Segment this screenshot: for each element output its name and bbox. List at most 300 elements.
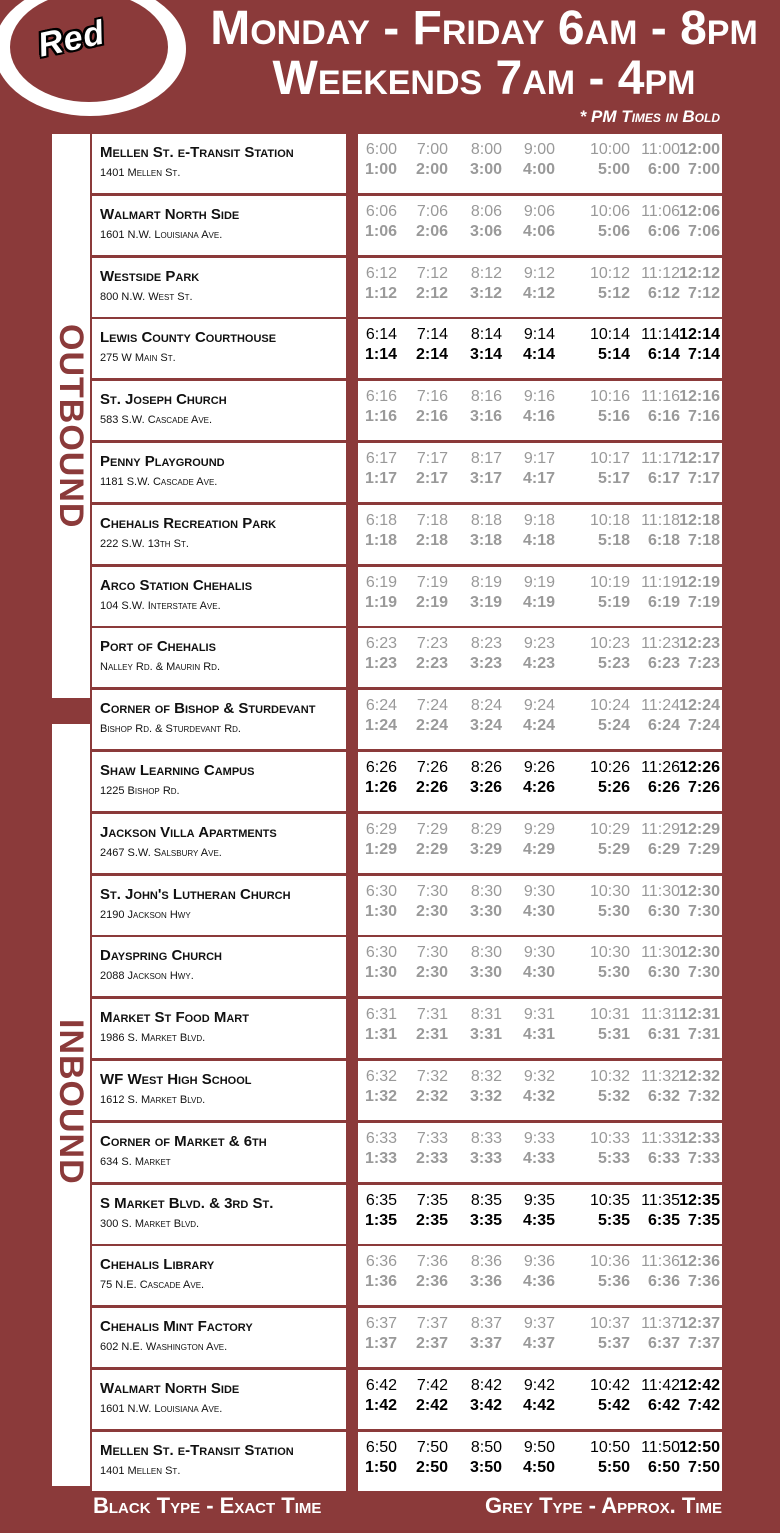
time-am: 8:50 bbox=[470, 1438, 502, 1456]
time-am: 7:33 bbox=[416, 1129, 448, 1147]
time-pm: 4:42 bbox=[522, 1397, 555, 1414]
times-cell bbox=[358, 999, 722, 1058]
time-am: 6:30 bbox=[365, 944, 397, 962]
time-am: 7:29 bbox=[416, 820, 448, 838]
stop-name: Penny Playground bbox=[100, 453, 225, 470]
time-am: 9:18 bbox=[523, 511, 555, 529]
time-am: 7:00 bbox=[416, 141, 448, 158]
time-am: 11:30 bbox=[641, 882, 680, 900]
time-am: 11:33 bbox=[641, 1129, 680, 1147]
time-am: 11:19 bbox=[641, 573, 680, 591]
times-cell bbox=[358, 258, 722, 317]
table-row bbox=[92, 690, 722, 749]
time-pm: 7:06 bbox=[687, 222, 720, 240]
time-pm: 3:50 bbox=[469, 1458, 502, 1476]
stop-address: 1601 N.W. Louisiana Ave. bbox=[100, 1403, 223, 1415]
time-am: 7:32 bbox=[416, 1068, 448, 1085]
time-am: 7:19 bbox=[416, 573, 448, 591]
table-row bbox=[92, 628, 722, 687]
time-am: 9:00 bbox=[523, 141, 555, 158]
time-am: 12:23 bbox=[679, 635, 720, 653]
time-pm: 2:30 bbox=[415, 964, 448, 982]
times-cell bbox=[358, 937, 722, 996]
stop-name: Westside Park bbox=[100, 267, 200, 285]
stop-cell bbox=[92, 999, 346, 1058]
times-cell bbox=[358, 319, 722, 378]
time-pm: 2:31 bbox=[415, 1026, 448, 1044]
time-pm: 2:16 bbox=[415, 408, 448, 426]
time-am: 10:31 bbox=[589, 1006, 630, 1024]
stop-name: Port of Chehalis bbox=[100, 638, 216, 656]
time-pm: 3:06 bbox=[469, 222, 502, 240]
time-am: 9:24 bbox=[523, 697, 555, 715]
table-row bbox=[92, 1123, 722, 1182]
time-pm: 6:30 bbox=[647, 902, 680, 920]
time-am: 6:19 bbox=[365, 573, 397, 591]
time-am: 9:36 bbox=[523, 1253, 555, 1271]
time-am: 9:14 bbox=[523, 326, 555, 344]
stop-address: 1601 N.W. Louisiana Ave. bbox=[100, 228, 223, 241]
time-am: 7:37 bbox=[416, 1315, 448, 1333]
table-row bbox=[92, 1185, 722, 1244]
table-row bbox=[92, 381, 722, 440]
time-am: 7:36 bbox=[416, 1253, 448, 1271]
time-am: 7:17 bbox=[416, 450, 448, 467]
stop-address: 634 S. Market bbox=[100, 1155, 171, 1168]
time-am: 6:14 bbox=[365, 326, 397, 344]
weekend-hours: Weekends 7am - 4pm bbox=[272, 52, 696, 105]
time-am: 8:14 bbox=[470, 326, 502, 344]
table-row bbox=[92, 752, 722, 811]
time-pm: 5:35 bbox=[597, 1211, 630, 1229]
time-am: 9:06 bbox=[523, 202, 555, 220]
time-am: 7:18 bbox=[416, 511, 448, 529]
time-am: 7:30 bbox=[416, 882, 448, 900]
time-pm: 5:37 bbox=[597, 1335, 630, 1353]
time-am: 8:26 bbox=[470, 759, 502, 776]
time-am: 8:42 bbox=[470, 1377, 502, 1394]
times-cell bbox=[358, 1246, 722, 1305]
time-pm: 6:35 bbox=[647, 1211, 680, 1229]
time-pm: 7:18 bbox=[687, 531, 720, 549]
time-pm: 7:36 bbox=[687, 1273, 720, 1291]
time-am: 9:42 bbox=[523, 1377, 555, 1394]
time-pm: 7:17 bbox=[687, 470, 720, 487]
time-pm: 3:31 bbox=[469, 1026, 502, 1044]
times-cell bbox=[358, 1370, 722, 1429]
time-am: 9:16 bbox=[523, 388, 555, 406]
table-row bbox=[92, 443, 722, 502]
time-pm: 5:33 bbox=[597, 1149, 630, 1167]
stop-name: Dayspring Church bbox=[100, 947, 222, 965]
time-pm: 2:18 bbox=[415, 531, 448, 549]
time-am: 12:30 bbox=[679, 944, 720, 962]
time-pm: 4:31 bbox=[522, 1026, 555, 1044]
time-pm: 5:06 bbox=[597, 222, 630, 240]
time-pm: 1:33 bbox=[364, 1149, 397, 1167]
stop-address: Bishop Rd. & Sturdevant Rd. bbox=[100, 723, 241, 736]
time-am: 12:24 bbox=[679, 697, 720, 715]
time-am: 6:32 bbox=[365, 1068, 397, 1085]
time-am: 8:19 bbox=[470, 573, 502, 591]
time-pm: 7:31 bbox=[687, 1026, 720, 1044]
time-am: 10:30 bbox=[589, 882, 630, 900]
time-pm: 3:35 bbox=[469, 1211, 502, 1229]
time-am: 9:32 bbox=[523, 1068, 555, 1085]
stop-cell bbox=[92, 505, 346, 564]
time-pm: 2:00 bbox=[415, 161, 448, 178]
times-cell bbox=[358, 876, 722, 935]
time-am: 11:16 bbox=[641, 388, 680, 406]
inbound-label: INBOUND bbox=[52, 1018, 90, 1185]
stop-cell bbox=[92, 258, 346, 317]
table-row bbox=[92, 319, 722, 378]
times-cell bbox=[358, 134, 722, 193]
legend-approx: Grey Type - Approx. Time bbox=[485, 1493, 722, 1518]
time-pm: 6:32 bbox=[647, 1088, 680, 1105]
time-pm: 1:42 bbox=[364, 1397, 397, 1414]
stop-address: 275 W Main St. bbox=[100, 352, 176, 365]
time-am: 8:16 bbox=[470, 388, 502, 406]
time-pm: 4:37 bbox=[522, 1335, 555, 1353]
time-pm: 3:26 bbox=[469, 779, 502, 796]
table-row bbox=[92, 567, 722, 626]
time-pm: 1:32 bbox=[364, 1088, 397, 1105]
times-cell bbox=[358, 381, 722, 440]
stop-address: 222 S.W. 13th St. bbox=[100, 537, 189, 550]
time-am: 11:00 bbox=[641, 141, 680, 158]
time-am: 6:18 bbox=[365, 511, 397, 529]
times-cell bbox=[358, 690, 722, 749]
time-pm: 5:32 bbox=[597, 1088, 630, 1105]
time-pm: 4:06 bbox=[522, 222, 555, 240]
time-pm: 1:23 bbox=[364, 655, 397, 673]
time-pm: 4:32 bbox=[522, 1088, 555, 1105]
time-am: 7:23 bbox=[416, 635, 448, 653]
time-pm: 4:30 bbox=[522, 902, 555, 920]
time-am: 10:14 bbox=[589, 326, 630, 344]
time-pm: 3:24 bbox=[469, 717, 502, 735]
time-am: 9:50 bbox=[523, 1438, 555, 1456]
time-am: 12:14 bbox=[679, 326, 720, 344]
time-am: 12:30 bbox=[679, 882, 720, 900]
time-pm: 4:17 bbox=[522, 470, 555, 487]
stop-name: Walmart North Side bbox=[100, 1380, 240, 1397]
stop-cell bbox=[92, 1123, 346, 1182]
time-pm: 3:19 bbox=[469, 593, 502, 611]
stop-address: 2088 Jackson Hwy. bbox=[100, 970, 194, 983]
time-pm: 2:12 bbox=[415, 284, 448, 302]
times-cell bbox=[358, 628, 722, 687]
stop-address: Nalley Rd. & Maurin Rd. bbox=[100, 661, 221, 674]
stop-cell bbox=[92, 134, 346, 193]
time-pm: 4:12 bbox=[522, 284, 555, 302]
time-pm: 5:18 bbox=[597, 531, 630, 549]
time-am: 8:33 bbox=[470, 1129, 502, 1147]
table-row bbox=[92, 814, 722, 873]
stop-address: 1181 S.W. Cascade Ave. bbox=[100, 476, 218, 488]
stop-name: Corner of Market & 6th bbox=[100, 1132, 267, 1150]
times-cell bbox=[358, 1061, 722, 1120]
time-pm: 5:29 bbox=[597, 840, 630, 858]
time-am: 12:00 bbox=[679, 141, 720, 158]
time-am: 10:24 bbox=[589, 697, 630, 715]
table-row bbox=[92, 1246, 722, 1305]
time-am: 10:30 bbox=[589, 944, 630, 962]
time-pm: 6:23 bbox=[647, 655, 680, 673]
time-pm: 2:29 bbox=[415, 840, 448, 858]
times-cell bbox=[358, 505, 722, 564]
time-am: 6:24 bbox=[365, 697, 397, 715]
time-pm: 6:30 bbox=[647, 964, 680, 982]
stop-address: 602 N.E. Washington Ave. bbox=[100, 1341, 228, 1354]
stop-cell bbox=[92, 319, 346, 378]
time-pm: 1:19 bbox=[364, 593, 397, 611]
time-pm: 6:50 bbox=[647, 1458, 680, 1476]
time-am: 10:17 bbox=[589, 450, 630, 467]
stop-name: Corner of Bishop & Sturdevant bbox=[100, 700, 316, 718]
time-am: 11:36 bbox=[641, 1253, 680, 1271]
time-am: 10:42 bbox=[589, 1377, 630, 1394]
time-am: 8:30 bbox=[470, 882, 502, 900]
time-pm: 3:00 bbox=[469, 161, 502, 178]
time-pm: 4:14 bbox=[522, 346, 555, 364]
time-am: 6:00 bbox=[365, 141, 397, 158]
table-row bbox=[92, 1308, 722, 1367]
time-am: 6:06 bbox=[365, 202, 397, 220]
time-pm: 1:00 bbox=[364, 161, 397, 178]
times-cell bbox=[358, 1308, 722, 1367]
time-pm: 6:36 bbox=[647, 1273, 680, 1291]
time-pm: 3:37 bbox=[469, 1335, 502, 1353]
stop-name: Arco Station Chehalis bbox=[100, 576, 253, 594]
time-pm: 5:36 bbox=[597, 1273, 630, 1291]
time-pm: 1:26 bbox=[364, 779, 397, 796]
time-am: 11:06 bbox=[641, 202, 680, 220]
time-pm: 2:35 bbox=[415, 1211, 448, 1229]
time-pm: 7:37 bbox=[687, 1335, 720, 1353]
time-am: 12:31 bbox=[679, 1006, 720, 1024]
time-am: 11:17 bbox=[641, 450, 680, 467]
time-pm: 4:19 bbox=[522, 593, 555, 611]
times-cell bbox=[358, 196, 722, 255]
time-pm: 6:33 bbox=[647, 1149, 680, 1167]
time-am: 10:23 bbox=[589, 635, 630, 653]
time-pm: 2:36 bbox=[415, 1273, 448, 1291]
table-row bbox=[92, 1370, 722, 1429]
time-am: 6:30 bbox=[365, 882, 397, 900]
time-am: 8:00 bbox=[470, 141, 502, 158]
time-am: 8:32 bbox=[470, 1068, 502, 1085]
time-am: 9:26 bbox=[523, 759, 555, 776]
stop-cell bbox=[92, 1061, 346, 1120]
stop-address: 2467 S.W. Salsbury Ave. bbox=[100, 846, 222, 859]
time-pm: 4:29 bbox=[522, 840, 555, 858]
time-pm: 3:16 bbox=[469, 408, 502, 426]
time-pm: 1:30 bbox=[364, 964, 397, 982]
time-am: 9:33 bbox=[523, 1129, 555, 1147]
time-am: 6:31 bbox=[365, 1006, 397, 1024]
time-pm: 1:35 bbox=[364, 1211, 397, 1229]
stop-name: Shaw Learning Campus bbox=[100, 762, 255, 779]
stop-address: 75 N.E. Cascade Ave. bbox=[100, 1279, 205, 1292]
time-am: 11:14 bbox=[641, 326, 680, 344]
time-am: 11:30 bbox=[641, 944, 680, 962]
time-am: 7:31 bbox=[416, 1006, 448, 1024]
time-pm: 5:16 bbox=[597, 408, 630, 426]
time-pm: 2:17 bbox=[415, 470, 448, 487]
time-pm: 7:23 bbox=[687, 655, 720, 673]
time-am: 6:17 bbox=[365, 450, 397, 467]
table-row bbox=[92, 999, 722, 1058]
stop-cell bbox=[92, 814, 346, 873]
time-am: 10:18 bbox=[589, 511, 630, 529]
time-pm: 7:19 bbox=[687, 593, 720, 611]
time-am: 8:29 bbox=[470, 820, 502, 838]
time-am: 6:42 bbox=[365, 1377, 397, 1394]
time-pm: 3:17 bbox=[469, 470, 502, 487]
time-pm: 5:50 bbox=[597, 1458, 630, 1476]
outbound-label: OUTBOUND bbox=[52, 324, 90, 529]
stop-name: Chehalis Mint Factory bbox=[100, 1318, 253, 1336]
time-pm: 4:18 bbox=[522, 531, 555, 549]
stop-cell bbox=[92, 196, 346, 255]
stop-address: 2190 Jackson Hwy bbox=[100, 908, 191, 921]
time-am: 10:06 bbox=[589, 202, 630, 220]
stop-address: 800 N.W. West St. bbox=[100, 290, 193, 303]
time-pm: 7:42 bbox=[687, 1397, 720, 1414]
time-am: 7:14 bbox=[416, 326, 448, 344]
time-am: 12:19 bbox=[679, 573, 720, 591]
time-am: 10:16 bbox=[589, 388, 630, 406]
time-pm: 7:00 bbox=[687, 161, 720, 178]
time-pm: 4:00 bbox=[522, 161, 555, 178]
time-am: 10:29 bbox=[589, 820, 630, 838]
time-pm: 2:32 bbox=[415, 1088, 448, 1105]
time-am: 7:06 bbox=[416, 202, 448, 220]
time-am: 8:24 bbox=[470, 697, 502, 715]
time-pm: 1:31 bbox=[364, 1026, 397, 1044]
time-pm: 5:14 bbox=[597, 346, 630, 364]
time-am: 12:16 bbox=[679, 388, 720, 406]
time-am: 6:37 bbox=[365, 1315, 397, 1333]
time-pm: 4:33 bbox=[522, 1149, 555, 1167]
stop-cell bbox=[92, 1308, 346, 1367]
time-am: 9:37 bbox=[523, 1315, 555, 1333]
time-pm: 1:50 bbox=[364, 1458, 397, 1476]
table-row bbox=[92, 196, 722, 255]
times-cell bbox=[358, 752, 722, 811]
times-cell bbox=[358, 1123, 722, 1182]
time-am: 11:32 bbox=[641, 1068, 680, 1085]
time-pm: 3:14 bbox=[469, 346, 502, 364]
time-pm: 7:26 bbox=[687, 779, 720, 796]
time-pm: 3:30 bbox=[469, 902, 502, 920]
stop-cell bbox=[92, 752, 346, 811]
stop-cell bbox=[92, 443, 346, 502]
time-pm: 3:18 bbox=[469, 531, 502, 549]
time-pm: 5:42 bbox=[597, 1397, 630, 1414]
time-am: 12:06 bbox=[679, 202, 720, 220]
weekday-hours: Monday - Friday 6am - 8pm bbox=[210, 2, 758, 55]
time-am: 6:23 bbox=[365, 635, 397, 653]
time-am: 8:37 bbox=[470, 1315, 502, 1333]
times-cell bbox=[358, 814, 722, 873]
stop-cell bbox=[92, 567, 346, 626]
time-pm: 5:30 bbox=[597, 964, 630, 982]
time-pm: 1:24 bbox=[364, 717, 397, 735]
time-am: 6:29 bbox=[365, 820, 397, 838]
time-pm: 6:14 bbox=[647, 346, 680, 364]
route-logo bbox=[0, 0, 186, 116]
pm-note: * PM Times in Bold bbox=[579, 107, 720, 126]
stop-name: Lewis County Courthouse bbox=[100, 329, 277, 347]
stop-name: Chehalis Library bbox=[100, 1256, 215, 1274]
time-pm: 5:12 bbox=[597, 284, 630, 302]
time-pm: 6:06 bbox=[647, 222, 680, 240]
time-am: 7:26 bbox=[416, 759, 448, 776]
time-am: 10:37 bbox=[589, 1315, 630, 1333]
stop-address: 1986 S. Market Blvd. bbox=[100, 1032, 206, 1045]
time-am: 7:30 bbox=[416, 944, 448, 962]
time-pm: 6:42 bbox=[647, 1397, 680, 1414]
time-pm: 5:24 bbox=[597, 717, 630, 735]
time-am: 7:42 bbox=[416, 1377, 448, 1394]
time-am: 11:23 bbox=[641, 635, 680, 653]
time-pm: 2:19 bbox=[415, 593, 448, 611]
stop-name: Market St Food Mart bbox=[100, 1009, 249, 1027]
time-am: 11:37 bbox=[641, 1315, 680, 1333]
stop-name: St. Joseph Church bbox=[100, 391, 227, 409]
time-pm: 6:18 bbox=[647, 531, 680, 549]
time-pm: 2:26 bbox=[415, 779, 448, 796]
time-pm: 7:29 bbox=[687, 840, 720, 858]
time-am: 9:23 bbox=[523, 635, 555, 653]
stop-cell bbox=[92, 876, 346, 935]
time-pm: 4:23 bbox=[522, 655, 555, 673]
times-cell bbox=[358, 567, 722, 626]
table-row bbox=[92, 134, 722, 193]
time-pm: 6:26 bbox=[647, 779, 680, 796]
stop-address: 1612 S. Market Blvd. bbox=[100, 1094, 206, 1106]
time-am: 9:35 bbox=[523, 1191, 555, 1209]
time-am: 9:19 bbox=[523, 573, 555, 591]
time-pm: 2:33 bbox=[415, 1149, 448, 1167]
time-pm: 2:23 bbox=[415, 655, 448, 673]
time-pm: 6:24 bbox=[647, 717, 680, 735]
time-pm: 5:17 bbox=[597, 470, 630, 487]
time-pm: 3:33 bbox=[469, 1149, 502, 1167]
time-am: 8:30 bbox=[470, 944, 502, 962]
time-pm: 4:36 bbox=[522, 1273, 555, 1291]
time-pm: 7:30 bbox=[687, 902, 720, 920]
time-am: 12:12 bbox=[679, 264, 720, 282]
time-am: 12:35 bbox=[679, 1191, 720, 1209]
time-am: 8:12 bbox=[470, 264, 502, 282]
time-pm: 7:12 bbox=[687, 284, 720, 302]
time-am: 10:36 bbox=[589, 1253, 630, 1271]
table-row bbox=[92, 1061, 722, 1120]
stop-address: 583 S.W. Cascade Ave. bbox=[100, 414, 213, 427]
stop-cell bbox=[92, 1246, 346, 1305]
time-am: 11:29 bbox=[641, 820, 680, 838]
time-pm: 1:16 bbox=[364, 408, 397, 426]
time-pm: 1:12 bbox=[364, 284, 397, 302]
inbound-bar bbox=[52, 724, 90, 1486]
time-am: 12:33 bbox=[679, 1129, 720, 1147]
time-am: 10:26 bbox=[589, 759, 630, 776]
stop-cell bbox=[92, 1432, 346, 1491]
